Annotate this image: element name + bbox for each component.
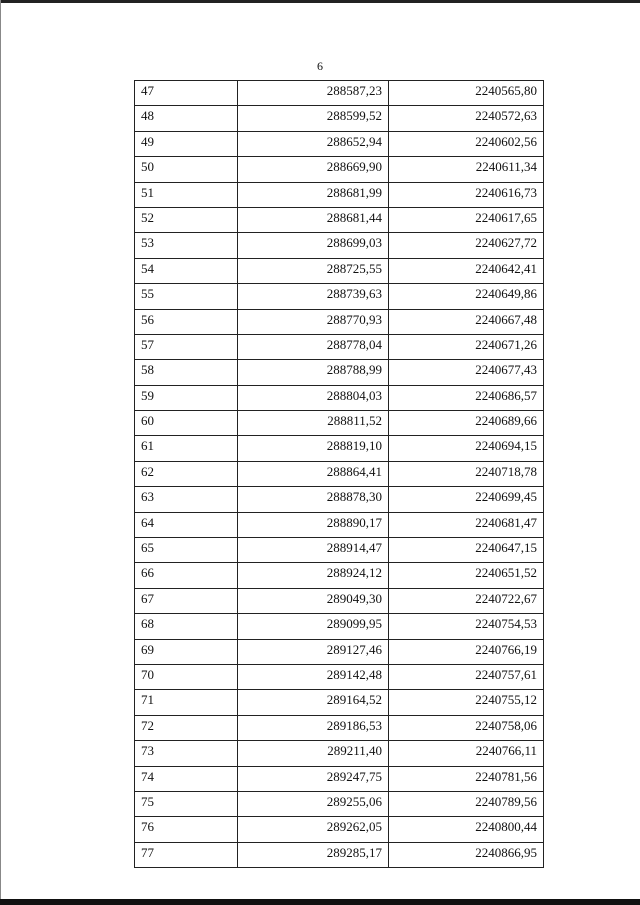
table-row	[135, 817, 544, 842]
y-coordinate-cell: 2240757,61	[389, 664, 544, 689]
x-coordinate-cell: 289262,05	[238, 817, 389, 842]
y-coordinate-cell: 2240789,56	[389, 791, 544, 816]
point-number-cell: 70	[135, 664, 238, 689]
table-row	[135, 664, 544, 689]
y-coordinate-cell: 2240681,47	[389, 512, 544, 537]
table-row	[135, 842, 544, 867]
table-row	[135, 131, 544, 156]
x-coordinate-cell: 288804,03	[238, 385, 389, 410]
table-row	[135, 157, 544, 182]
y-coordinate-cell: 2240766,11	[389, 741, 544, 766]
x-coordinate-cell: 288890,17	[238, 512, 389, 537]
point-number-cell: 47	[135, 81, 238, 106]
table-row	[135, 766, 544, 791]
table-row	[135, 487, 544, 512]
coordinates-table-body	[135, 81, 544, 868]
point-number-cell: 67	[135, 588, 238, 613]
table-row	[135, 207, 544, 232]
y-coordinate-cell: 2240651,52	[389, 563, 544, 588]
x-coordinate-cell: 288699,03	[238, 233, 389, 258]
y-coordinate-cell: 2240602,56	[389, 131, 544, 156]
point-number-cell: 72	[135, 715, 238, 740]
table-row	[135, 233, 544, 258]
point-number-cell: 51	[135, 182, 238, 207]
table-row	[135, 81, 544, 106]
table-row	[135, 411, 544, 436]
table-row	[135, 436, 544, 461]
point-number-cell: 75	[135, 791, 238, 816]
y-coordinate-cell: 2240754,53	[389, 614, 544, 639]
x-coordinate-cell: 289099,95	[238, 614, 389, 639]
y-coordinate-cell: 2240667,48	[389, 309, 544, 334]
y-coordinate-cell: 2240755,12	[389, 690, 544, 715]
x-coordinate-cell: 289142,48	[238, 664, 389, 689]
y-coordinate-cell: 2240781,56	[389, 766, 544, 791]
table-row	[135, 309, 544, 334]
x-coordinate-cell: 288681,99	[238, 182, 389, 207]
scan-edge-top	[0, 0, 640, 3]
x-coordinate-cell: 288725,55	[238, 258, 389, 283]
y-coordinate-cell: 2240617,65	[389, 207, 544, 232]
x-coordinate-cell: 288914,47	[238, 538, 389, 563]
x-coordinate-cell: 289211,40	[238, 741, 389, 766]
table-row	[135, 538, 544, 563]
y-coordinate-cell: 2240642,41	[389, 258, 544, 283]
x-coordinate-cell: 288681,44	[238, 207, 389, 232]
table-row	[135, 614, 544, 639]
x-coordinate-cell: 288652,94	[238, 131, 389, 156]
y-coordinate-cell: 2240866,95	[389, 842, 544, 867]
table-row	[135, 563, 544, 588]
point-number-cell: 64	[135, 512, 238, 537]
table-row	[135, 182, 544, 207]
scan-edge-bottom	[0, 899, 640, 905]
point-number-cell: 71	[135, 690, 238, 715]
y-coordinate-cell: 2240722,67	[389, 588, 544, 613]
y-coordinate-cell: 2240800,44	[389, 817, 544, 842]
y-coordinate-cell: 2240699,45	[389, 487, 544, 512]
x-coordinate-cell: 288788,99	[238, 360, 389, 385]
table-row	[135, 461, 544, 486]
x-coordinate-cell: 289127,46	[238, 639, 389, 664]
y-coordinate-cell: 2240694,15	[389, 436, 544, 461]
point-number-cell: 54	[135, 258, 238, 283]
coordinates-table	[134, 80, 544, 868]
point-number-cell: 61	[135, 436, 238, 461]
y-coordinate-cell: 2240689,66	[389, 411, 544, 436]
point-number-cell: 66	[135, 563, 238, 588]
point-number-cell: 63	[135, 487, 238, 512]
table-row	[135, 639, 544, 664]
scan-edge-left	[0, 0, 1, 905]
x-coordinate-cell: 288924,12	[238, 563, 389, 588]
x-coordinate-cell: 289164,52	[238, 690, 389, 715]
x-coordinate-cell: 288770,93	[238, 309, 389, 334]
y-coordinate-cell: 2240686,57	[389, 385, 544, 410]
y-coordinate-cell: 2240758,06	[389, 715, 544, 740]
y-coordinate-cell: 2240616,73	[389, 182, 544, 207]
point-number-cell: 59	[135, 385, 238, 410]
y-coordinate-cell: 2240671,26	[389, 334, 544, 359]
point-number-cell: 57	[135, 334, 238, 359]
table-row	[135, 258, 544, 283]
table-row	[135, 512, 544, 537]
x-coordinate-cell: 288864,41	[238, 461, 389, 486]
y-coordinate-cell: 2240572,63	[389, 106, 544, 131]
point-number-cell: 55	[135, 284, 238, 309]
point-number-cell: 76	[135, 817, 238, 842]
table-row	[135, 385, 544, 410]
point-number-cell: 48	[135, 106, 238, 131]
x-coordinate-cell: 288669,90	[238, 157, 389, 182]
x-coordinate-cell: 289247,75	[238, 766, 389, 791]
point-number-cell: 53	[135, 233, 238, 258]
point-number-cell: 68	[135, 614, 238, 639]
point-number-cell: 58	[135, 360, 238, 385]
y-coordinate-cell: 2240565,80	[389, 81, 544, 106]
x-coordinate-cell: 288599,52	[238, 106, 389, 131]
y-coordinate-cell: 2240647,15	[389, 538, 544, 563]
point-number-cell: 65	[135, 538, 238, 563]
y-coordinate-cell: 2240611,34	[389, 157, 544, 182]
point-number-cell: 69	[135, 639, 238, 664]
x-coordinate-cell: 288811,52	[238, 411, 389, 436]
x-coordinate-cell: 288778,04	[238, 334, 389, 359]
table-row	[135, 715, 544, 740]
point-number-cell: 49	[135, 131, 238, 156]
point-number-cell: 73	[135, 741, 238, 766]
x-coordinate-cell: 289285,17	[238, 842, 389, 867]
y-coordinate-cell: 2240677,43	[389, 360, 544, 385]
table-row	[135, 106, 544, 131]
table-row	[135, 334, 544, 359]
table-row	[135, 791, 544, 816]
table-row	[135, 284, 544, 309]
x-coordinate-cell: 289049,30	[238, 588, 389, 613]
table-row	[135, 741, 544, 766]
point-number-cell: 56	[135, 309, 238, 334]
x-coordinate-cell: 288587,23	[238, 81, 389, 106]
x-coordinate-cell: 288819,10	[238, 436, 389, 461]
y-coordinate-cell: 2240718,78	[389, 461, 544, 486]
table-row	[135, 360, 544, 385]
x-coordinate-cell: 288878,30	[238, 487, 389, 512]
point-number-cell: 52	[135, 207, 238, 232]
page-number: 6	[317, 59, 323, 73]
y-coordinate-cell: 2240766,19	[389, 639, 544, 664]
x-coordinate-cell: 288739,63	[238, 284, 389, 309]
table-row	[135, 690, 544, 715]
y-coordinate-cell: 2240649,86	[389, 284, 544, 309]
x-coordinate-cell: 289255,06	[238, 791, 389, 816]
point-number-cell: 60	[135, 411, 238, 436]
point-number-cell: 62	[135, 461, 238, 486]
y-coordinate-cell: 2240627,72	[389, 233, 544, 258]
point-number-cell: 74	[135, 766, 238, 791]
table-row	[135, 588, 544, 613]
point-number-cell: 77	[135, 842, 238, 867]
x-coordinate-cell: 289186,53	[238, 715, 389, 740]
point-number-cell: 50	[135, 157, 238, 182]
